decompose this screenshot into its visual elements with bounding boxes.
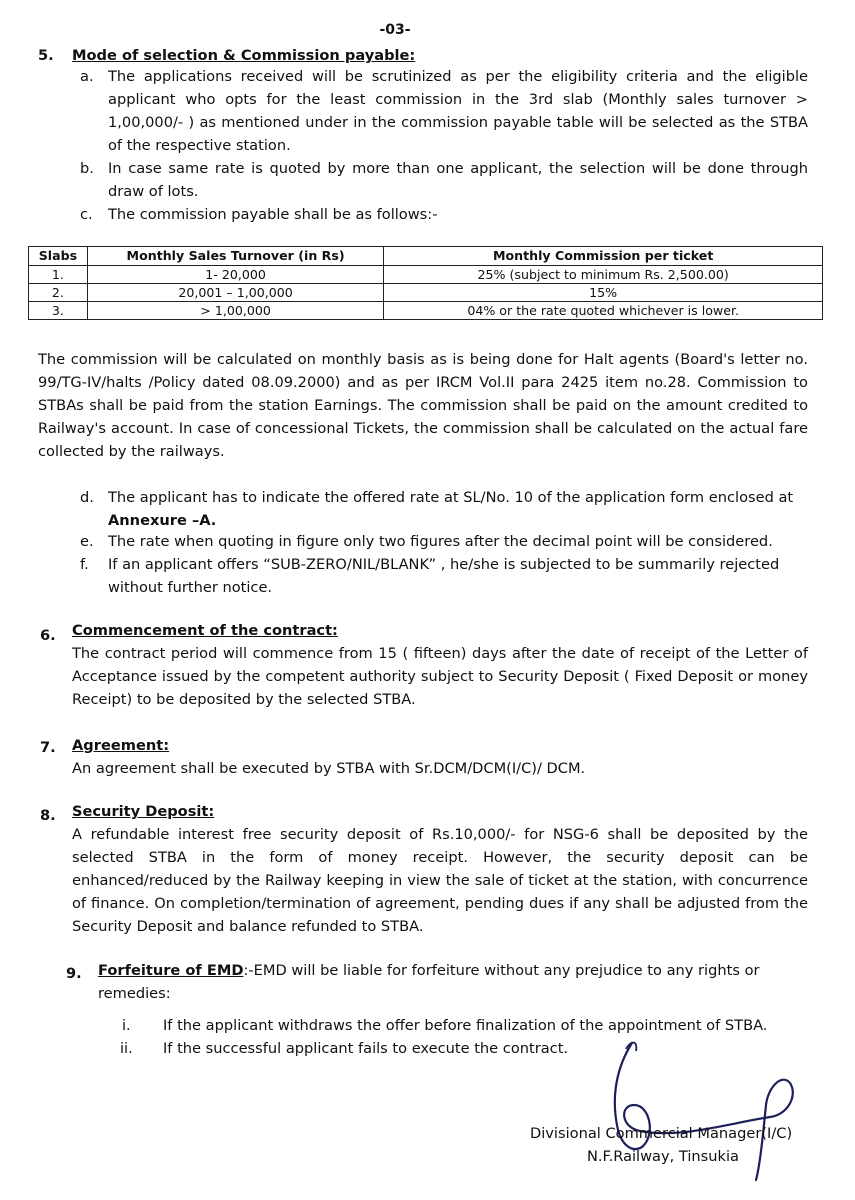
- page-number: -03-: [379, 22, 411, 38]
- section-7-text: An agreement shall be executed by STBA with Sr.DCM/DCM(I/C)/ DCM.: [72, 760, 586, 777]
- item-9i-text: If the applicant withdraws the offer before finalization of the appointment of STBA.: [163, 1017, 768, 1034]
- section-6-heading: Commencement of the contract:: [72, 622, 338, 639]
- section-8-heading: Security Deposit:: [72, 803, 215, 820]
- section-7-heading: Agreement:: [72, 737, 170, 754]
- table-row: [29, 284, 823, 302]
- signatory-office: N.F.Railway, Tinsukia: [587, 1148, 739, 1165]
- item-5f-text: If an applicant offers “SUB-ZERO/NIL/BLANK” , he/she is subjected to be summarily rejected without further notice.: [108, 556, 780, 596]
- section-5-number: 5.: [38, 47, 54, 64]
- table-cell: 15%: [384, 284, 823, 302]
- item-5b-letter: b.: [80, 160, 94, 177]
- item-5d-letter: d.: [80, 489, 94, 506]
- item-9i-roman: i.: [122, 1017, 131, 1034]
- section-9-text: Forfeiture of EMD:-EMD will be liable for forfeiture without any prejudice to any rights or remedies:: [98, 962, 760, 1002]
- table-header-cell: Slabs: [29, 247, 88, 266]
- table-cell: 04% or the rate quoted whichever is lower.: [384, 302, 823, 320]
- section-8-number: 8.: [40, 807, 56, 824]
- section-8-text: A refundable interest free security deposit of Rs.10,000/- for NSG-6 shall be deposited by the selected STBA in the form of money receipt. However, the security deposit can be enhanced/reduced by the Railway keeping in view the sale of ticket at the station, with concurrence of finance. On completion/termination of agreement, pending dues if any shall be adjusted from the Security Deposit and balance refunded to STBA.: [72, 826, 808, 935]
- item-5c-text: The commission payable shall be as follows:-: [108, 206, 438, 223]
- section-6-number: 6.: [40, 627, 56, 644]
- item-5f-letter: f.: [80, 556, 89, 573]
- commission-table: [28, 246, 823, 320]
- table-cell: 25% (subject to minimum Rs. 2,500.00): [384, 266, 823, 284]
- annexure-label: Annexure –A.: [108, 512, 217, 529]
- item-5b-text: In case same rate is quoted by more than one applicant, the selection will be done through draw of lots.: [108, 160, 808, 200]
- section-7-number: 7.: [40, 739, 56, 756]
- item-5e-text: The rate when quoting in figure only two figures after the decimal point will be considered.: [108, 533, 773, 550]
- table-row: [29, 302, 823, 320]
- commission-paragraph: The commission will be calculated on monthly basis as is being done for Halt agents (Board's letter no. 99/TG-IV/halts /Policy dated 08.09.2000) and as per IRCM Vol.II para 2425 item no.28. Commission to STBAs shall be paid from the station Earnings. The commission shall be paid on the amount credited to Railway's account. In case of concessional Tickets, the commission shall be calculated on the actual fare collected by the railways.: [38, 351, 808, 460]
- table-cell: 2.: [29, 284, 88, 302]
- table-cell: 1.: [29, 266, 88, 284]
- table-header-cell: Monthly Sales Turnover (in Rs): [87, 247, 383, 266]
- signatory-designation: Divisional Commercial Manager(I/C): [530, 1125, 793, 1142]
- table-cell: 20,001 – 1,00,000: [87, 284, 383, 302]
- section-6-text: The contract period will commence from 15 ( fifteen) days after the date of receipt of the Letter of Acceptance issued by the competent authority subject to Security Deposit ( Fixed Deposit or money Receipt) to be deposited by the selected STBA.: [72, 645, 808, 708]
- item-9ii-text: If the successful applicant fails to execute the contract.: [163, 1040, 569, 1057]
- item-5d-text: The applicant has to indicate the offered rate at SL/No. 10 of the application form enclosed at Annexure –A.: [108, 489, 794, 529]
- table-cell: > 1,00,000: [87, 302, 383, 320]
- section-9-number: 9.: [66, 965, 82, 982]
- section-9-heading: Forfeiture of EMD: [98, 962, 244, 979]
- item-5a-text: The applications received will be scrutinized as per the eligibility criteria and the eligible applicant who opts for the least commission in the 3rd slab (Monthly sales turnover > 1,00,000/- ) as mentioned under in the commission payable table will be selected as the STBA of the respective station.: [108, 68, 808, 154]
- table-row: [29, 266, 823, 284]
- table-cell: 1- 20,000: [87, 266, 383, 284]
- item-5c-letter: c.: [80, 206, 93, 223]
- table-header-row: [29, 247, 823, 266]
- item-5a-letter: a.: [80, 68, 94, 85]
- item-5e-letter: e.: [80, 533, 94, 550]
- section-5-heading: Mode of selection & Commission payable:: [72, 47, 416, 64]
- table-cell: 3.: [29, 302, 88, 320]
- table-header-cell: Monthly Commission per ticket: [384, 247, 823, 266]
- item-9ii-roman: ii.: [120, 1040, 133, 1057]
